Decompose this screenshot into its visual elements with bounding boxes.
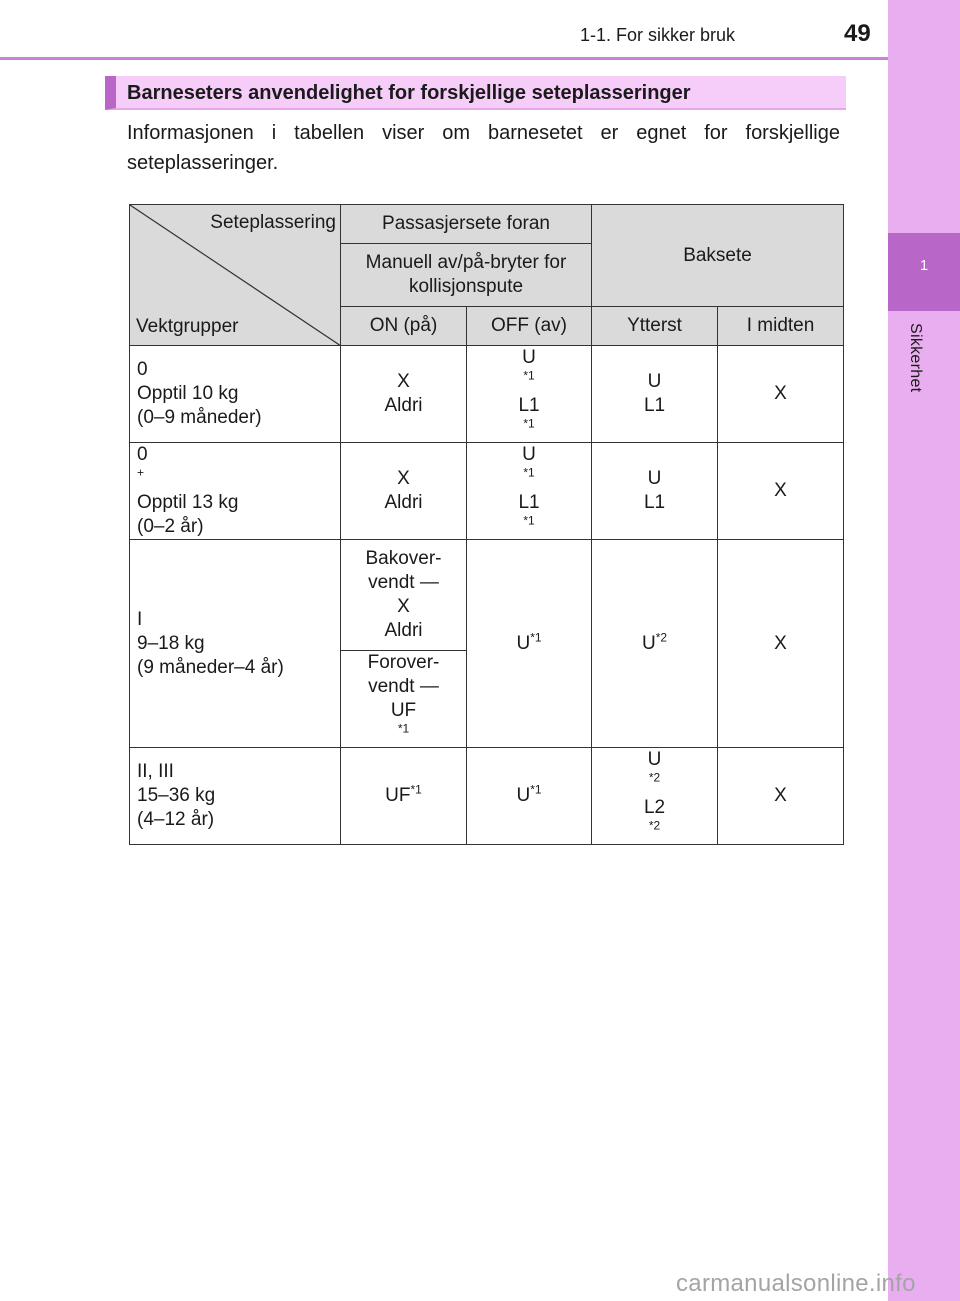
table-row xyxy=(130,346,844,443)
middle-cell: X xyxy=(718,443,844,540)
chapter-sidebar xyxy=(888,0,960,1301)
off-cell: U $^{*1}$ L1 $^{*1}$ xyxy=(467,346,592,443)
on-cell: X Aldri xyxy=(341,346,467,443)
table-row xyxy=(130,748,844,845)
header-rule xyxy=(0,57,888,60)
col-middle-header: I midten xyxy=(718,307,844,346)
middle-cell: X xyxy=(718,540,844,748)
section-title: Barneseters anvendelighet for forskjellige seteplasseringer xyxy=(127,82,691,104)
weight-group-cell: 0 Opptil 10 kg (0–9 måneder) xyxy=(130,346,341,443)
passenger-seat-header: Passasjersete foran xyxy=(341,205,592,244)
middle-cell: X xyxy=(718,346,844,443)
col-off-header: OFF (av) xyxy=(467,307,592,346)
col-outer-header: Ytterst xyxy=(592,307,718,346)
on-rear-facing-cell: Bakover- vendt — X Aldri xyxy=(341,540,467,651)
middle-cell: X xyxy=(718,748,844,845)
outer-cell: U L1 xyxy=(592,346,718,443)
on-forward-facing-cell: Forover- vendt — UF $^{*1}$ xyxy=(341,651,467,748)
chapter-number-tab: 1 xyxy=(888,233,960,311)
off-cell: U $^{*1}$ L1 $^{*1}$ xyxy=(467,443,592,540)
outer-cell: $U^{*2}$ xyxy=(592,540,718,748)
on-cell: UF$^{*1}$ xyxy=(341,748,467,845)
col-on-header: ON (på) xyxy=(341,307,467,346)
weight-group-cell: I 9–18 kg (9 måneder–4 år) xyxy=(130,540,341,748)
intro-paragraph: Informasjonen i tabellen viser om barnesetet er egnet for forskjellige seteplasseringer. xyxy=(127,122,840,174)
off-cell: $U^{*1}$ xyxy=(467,540,592,748)
outer-cell: U $^{*2}$ L2 $^{*2}$ xyxy=(592,748,718,845)
chapter-title: Sikkerhet xyxy=(907,323,924,393)
corner-top-label: Seteplassering xyxy=(210,212,336,233)
weight-group-cell: 0 + Opptil 13 kg (0–2 år) xyxy=(130,443,341,540)
child-seat-table xyxy=(129,204,844,845)
outer-cell: U L1 xyxy=(592,443,718,540)
section-title-bar xyxy=(105,76,846,110)
rear-seat-header: Baksete xyxy=(592,205,844,307)
table-row xyxy=(130,540,844,651)
page-number: 49 xyxy=(844,20,871,47)
section-header: 1-1. For sikker bruk xyxy=(580,25,736,45)
off-cell: $U^{*1}$ xyxy=(467,748,592,845)
table-row xyxy=(130,443,844,540)
watermark: carmanualsonline.info xyxy=(676,1270,916,1297)
corner-header xyxy=(130,205,341,346)
on-cell: X Aldri xyxy=(341,443,467,540)
weight-group-cell: II, III 15–36 kg (4–12 år) xyxy=(130,748,341,845)
airbag-switch-header: Manuell av/på-bryter for kollisjonspute xyxy=(341,244,592,307)
corner-bottom-label: Vektgrupper xyxy=(136,316,239,337)
